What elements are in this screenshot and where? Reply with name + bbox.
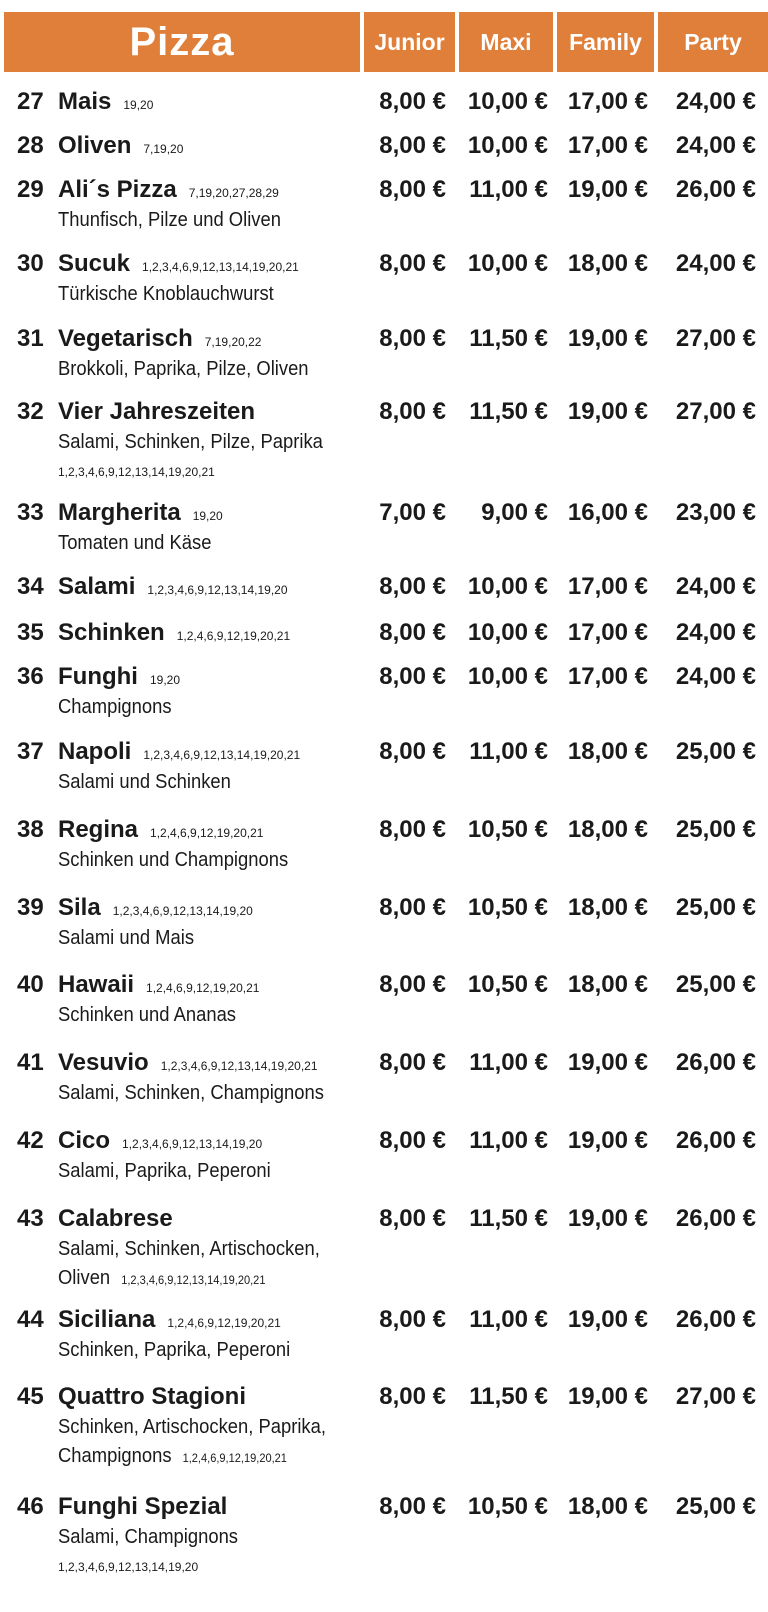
item-additive-codes: 1,2,3,4,6,9,12,13,14,19,20: [58, 1560, 199, 1574]
price-family: 18,00 €: [567, 738, 648, 765]
price-maxi: 10,00 €: [467, 132, 548, 159]
item-name-text: Sucuk: [58, 250, 131, 277]
item-number: 40: [17, 971, 44, 998]
price-maxi: 9,00 €: [481, 499, 548, 526]
price-maxi: 11,00 €: [469, 1049, 548, 1076]
item-description: Brokkoli, Paprika, Pilze, Oliven: [58, 358, 309, 380]
item-additive-codes: 1,2,3,4,6,9,12,13,14,19,20,21: [142, 260, 299, 274]
item-name: [58, 1306, 281, 1337]
item-name: [58, 176, 279, 207]
item-name: [58, 1049, 318, 1080]
item-additive-codes: 1,2,3,4,6,9,12,13,14,19,20,21: [143, 748, 301, 762]
item-name-text: Funghi: [58, 663, 138, 690]
price-junior: 8,00 €: [379, 250, 446, 277]
price-junior: 8,00 €: [379, 88, 446, 115]
item-additive-codes: 1,2,3,4,6,9,12,13,14,19,20,21: [121, 1273, 266, 1287]
price-family: 17,00 €: [567, 663, 648, 690]
item-description: Salami und Schinken: [58, 771, 231, 793]
price-junior: 8,00 €: [379, 176, 446, 203]
item-name-text: Vesuvio: [58, 1049, 149, 1076]
item-number: 27: [17, 88, 44, 115]
item-description-line2: [58, 1442, 287, 1472]
price-family: 18,00 €: [567, 816, 648, 843]
item-name-text: Salami: [58, 573, 136, 600]
item-number: 29: [17, 176, 44, 203]
price-party: 25,00 €: [675, 738, 756, 765]
item-additive-codes: 1,2,4,6,9,12,19,20,21: [146, 981, 260, 995]
item-name-text: Quattro Stagioni: [58, 1383, 246, 1410]
price-family: 19,00 €: [567, 398, 648, 425]
price-junior: 8,00 €: [379, 398, 446, 425]
item-additive-codes: 1,2,4,6,9,12,19,20,21: [150, 826, 264, 840]
price-maxi: 10,00 €: [467, 250, 548, 277]
price-junior: 8,00 €: [379, 816, 446, 843]
price-family: 19,00 €: [567, 1306, 648, 1333]
price-party: 24,00 €: [675, 573, 756, 600]
item-number: 35: [17, 619, 44, 646]
item-description: Schinken, Paprika, Peperoni: [58, 1339, 291, 1361]
price-family: 19,00 €: [567, 176, 648, 203]
item-additive-codes: 1,2,4,6,9,12,19,20,21: [176, 629, 291, 643]
item-name: [58, 325, 261, 356]
item-additive-codes: 1,2,3,4,6,9,12,13,14,19,20,21: [160, 1059, 318, 1073]
price-party: 24,00 €: [675, 250, 756, 277]
item-additive-codes: 1,2,3,4,6,9,12,13,14,19,20,21: [58, 465, 215, 479]
price-party: 26,00 €: [675, 176, 756, 203]
item-number: 42: [17, 1127, 44, 1154]
item-name-text: Siciliana: [58, 1306, 156, 1333]
price-junior: 8,00 €: [379, 663, 446, 690]
price-maxi: 11,00 €: [469, 176, 548, 203]
column-header-family: Family: [557, 12, 654, 72]
item-number: 30: [17, 250, 44, 277]
price-family: 17,00 €: [567, 619, 648, 646]
item-description: Salami, Champignons: [58, 1526, 239, 1548]
item-description: Salami, Schinken, Pilze, Paprika: [58, 431, 323, 453]
price-maxi: 10,50 €: [467, 971, 548, 998]
item-additive-codes: 7,19,20,22: [204, 335, 262, 349]
price-junior: 8,00 €: [379, 1205, 446, 1232]
item-number: 33: [17, 499, 44, 526]
item-name-text: Cico: [58, 1127, 111, 1154]
item-name: [58, 1493, 227, 1521]
price-family: 17,00 €: [567, 88, 648, 115]
item-additive-codes: 7,19,20: [143, 142, 184, 156]
item-name-text: Mais: [58, 88, 112, 115]
item-name-text: Hawaii: [58, 971, 135, 998]
price-party: 24,00 €: [675, 88, 756, 115]
price-party: 25,00 €: [675, 1493, 756, 1520]
item-name: [58, 619, 290, 650]
item-description: Salami, Schinken, Artischocken,: [58, 1238, 320, 1260]
price-maxi: 10,00 €: [467, 663, 548, 690]
item-number: 46: [17, 1493, 44, 1520]
item-number: 34: [17, 573, 44, 600]
item-name: [58, 663, 180, 694]
section-title: Pizza: [4, 12, 360, 72]
price-junior: 8,00 €: [379, 325, 446, 352]
price-maxi: 11,50 €: [469, 398, 548, 425]
item-name-text: Oliven: [58, 132, 132, 159]
item-number: 32: [17, 398, 44, 425]
column-header-maxi: Maxi: [459, 12, 553, 72]
item-additive-codes: 19,20: [149, 673, 180, 687]
item-additive-codes: 19,20: [192, 509, 223, 523]
column-header-party: Party: [658, 12, 768, 72]
price-family: 19,00 €: [567, 1127, 648, 1154]
item-name: [58, 132, 183, 163]
item-additive-codes: 1,2,3,4,6,9,12,13,14,19,20: [147, 583, 288, 597]
price-party: 23,00 €: [675, 499, 756, 526]
price-party: 27,00 €: [675, 398, 756, 425]
item-number: 43: [17, 1205, 44, 1232]
price-party: 26,00 €: [675, 1205, 756, 1232]
item-name: [58, 499, 223, 530]
price-maxi: 10,50 €: [467, 1493, 548, 1520]
item-description: Salami, Paprika, Peperoni: [58, 1160, 271, 1182]
item-name: [58, 1205, 173, 1233]
item-additive-codes: 1,2,4,6,9,12,19,20,21: [167, 1316, 281, 1330]
price-maxi: 10,50 €: [467, 816, 548, 843]
item-name-text: Vegetarisch: [58, 325, 193, 352]
menu-header: [0, 12, 768, 72]
price-party: 24,00 €: [675, 663, 756, 690]
price-family: 17,00 €: [567, 573, 648, 600]
price-junior: 8,00 €: [379, 573, 446, 600]
price-maxi: 11,00 €: [469, 1306, 548, 1333]
item-name-text: Vier Jahreszeiten: [58, 398, 256, 425]
item-name-text: Calabrese: [58, 1205, 173, 1232]
item-description: Salami und Mais: [58, 927, 195, 949]
item-name-text: Margherita: [58, 499, 181, 526]
price-maxi: 10,50 €: [467, 894, 548, 921]
item-additive-codes: 1,2,4,6,9,12,19,20,21: [182, 1451, 287, 1465]
price-maxi: 11,00 €: [469, 1127, 548, 1154]
item-name-text: Funghi Spezial: [58, 1493, 228, 1520]
price-maxi: 10,00 €: [467, 88, 548, 115]
item-description: Schinken und Ananas: [58, 1004, 237, 1026]
item-name: [58, 1383, 246, 1411]
item-description: Salami, Schinken, Champignons: [58, 1082, 324, 1104]
item-number: 36: [17, 663, 44, 690]
price-maxi: 11,50 €: [469, 1205, 548, 1232]
item-name-text: Sila: [58, 894, 101, 921]
price-party: 26,00 €: [675, 1306, 756, 1333]
price-party: 25,00 €: [675, 816, 756, 843]
item-additive-codes: 7,19,20,27,28,29: [188, 186, 279, 200]
price-junior: 8,00 €: [379, 1493, 446, 1520]
item-description: Schinken und Champignons: [58, 849, 289, 871]
price-family: 18,00 €: [567, 971, 648, 998]
price-junior: 8,00 €: [379, 1049, 446, 1076]
price-party: 26,00 €: [675, 1049, 756, 1076]
item-name-text: Napoli: [58, 738, 132, 765]
item-name: [58, 398, 255, 426]
price-family: 17,00 €: [567, 132, 648, 159]
price-family: 18,00 €: [567, 894, 648, 921]
item-additive-codes: 1,2,3,4,6,9,12,13,14,19,20: [112, 904, 253, 918]
item-name: [58, 250, 299, 281]
item-description: Thunfisch, Pilze und Oliven: [58, 209, 281, 231]
price-party: 26,00 €: [675, 1127, 756, 1154]
price-party: 24,00 €: [675, 132, 756, 159]
item-number: 39: [17, 894, 44, 921]
item-name: [58, 816, 263, 847]
item-name: [58, 88, 153, 119]
price-junior: 7,00 €: [379, 499, 446, 526]
item-name-text: Schinken: [58, 619, 165, 646]
price-family: 16,00 €: [567, 499, 648, 526]
price-junior: 8,00 €: [379, 894, 446, 921]
item-name: [58, 894, 253, 925]
item-number: 45: [17, 1383, 44, 1410]
price-maxi: 11,50 €: [469, 1383, 548, 1410]
price-junior: 8,00 €: [379, 738, 446, 765]
item-number: 37: [17, 738, 44, 765]
price-party: 27,00 €: [675, 325, 756, 352]
price-junior: 8,00 €: [379, 1306, 446, 1333]
price-junior: 8,00 €: [379, 1127, 446, 1154]
price-junior: 8,00 €: [379, 132, 446, 159]
column-header-junior: Junior: [364, 12, 455, 72]
item-name: [58, 1127, 262, 1158]
item-number: 44: [17, 1306, 44, 1333]
price-maxi: 10,00 €: [467, 573, 548, 600]
price-party: 25,00 €: [675, 971, 756, 998]
price-maxi: 11,00 €: [469, 738, 548, 765]
item-name: [58, 573, 288, 604]
price-family: 19,00 €: [567, 1383, 648, 1410]
price-party: 24,00 €: [675, 619, 756, 646]
item-description-text: Champignons: [58, 1445, 172, 1467]
item-number: 38: [17, 816, 44, 843]
price-family: 19,00 €: [567, 1049, 648, 1076]
item-number: 28: [17, 132, 44, 159]
price-maxi: 10,00 €: [467, 619, 548, 646]
item-number: 31: [17, 325, 44, 352]
item-description: Champignons: [58, 696, 172, 718]
item-additive-codes: 19,20: [123, 98, 154, 112]
item-description: Tomaten und Käse: [58, 532, 212, 554]
item-name-text: Ali´s Pizza: [58, 176, 177, 203]
price-party: 25,00 €: [675, 894, 756, 921]
price-family: 18,00 €: [567, 250, 648, 277]
price-family: 18,00 €: [567, 1493, 648, 1520]
price-junior: 8,00 €: [379, 619, 446, 646]
price-maxi: 11,50 €: [469, 325, 548, 352]
item-description: Schinken, Artischocken, Paprika,: [58, 1416, 326, 1438]
item-name-text: Regina: [58, 816, 139, 843]
item-description-line2: [58, 1264, 265, 1294]
price-junior: 8,00 €: [379, 971, 446, 998]
item-name: [58, 971, 259, 1002]
price-family: 19,00 €: [567, 325, 648, 352]
item-name: [58, 738, 300, 769]
item-description-text: Oliven: [58, 1267, 111, 1289]
price-family: 19,00 €: [567, 1205, 648, 1232]
item-description: Türkische Knoblauchwurst: [58, 283, 274, 305]
price-junior: 8,00 €: [379, 1383, 446, 1410]
item-number: 41: [17, 1049, 44, 1076]
price-party: 27,00 €: [675, 1383, 756, 1410]
item-additive-codes: 1,2,3,4,6,9,12,13,14,19,20: [122, 1137, 263, 1151]
